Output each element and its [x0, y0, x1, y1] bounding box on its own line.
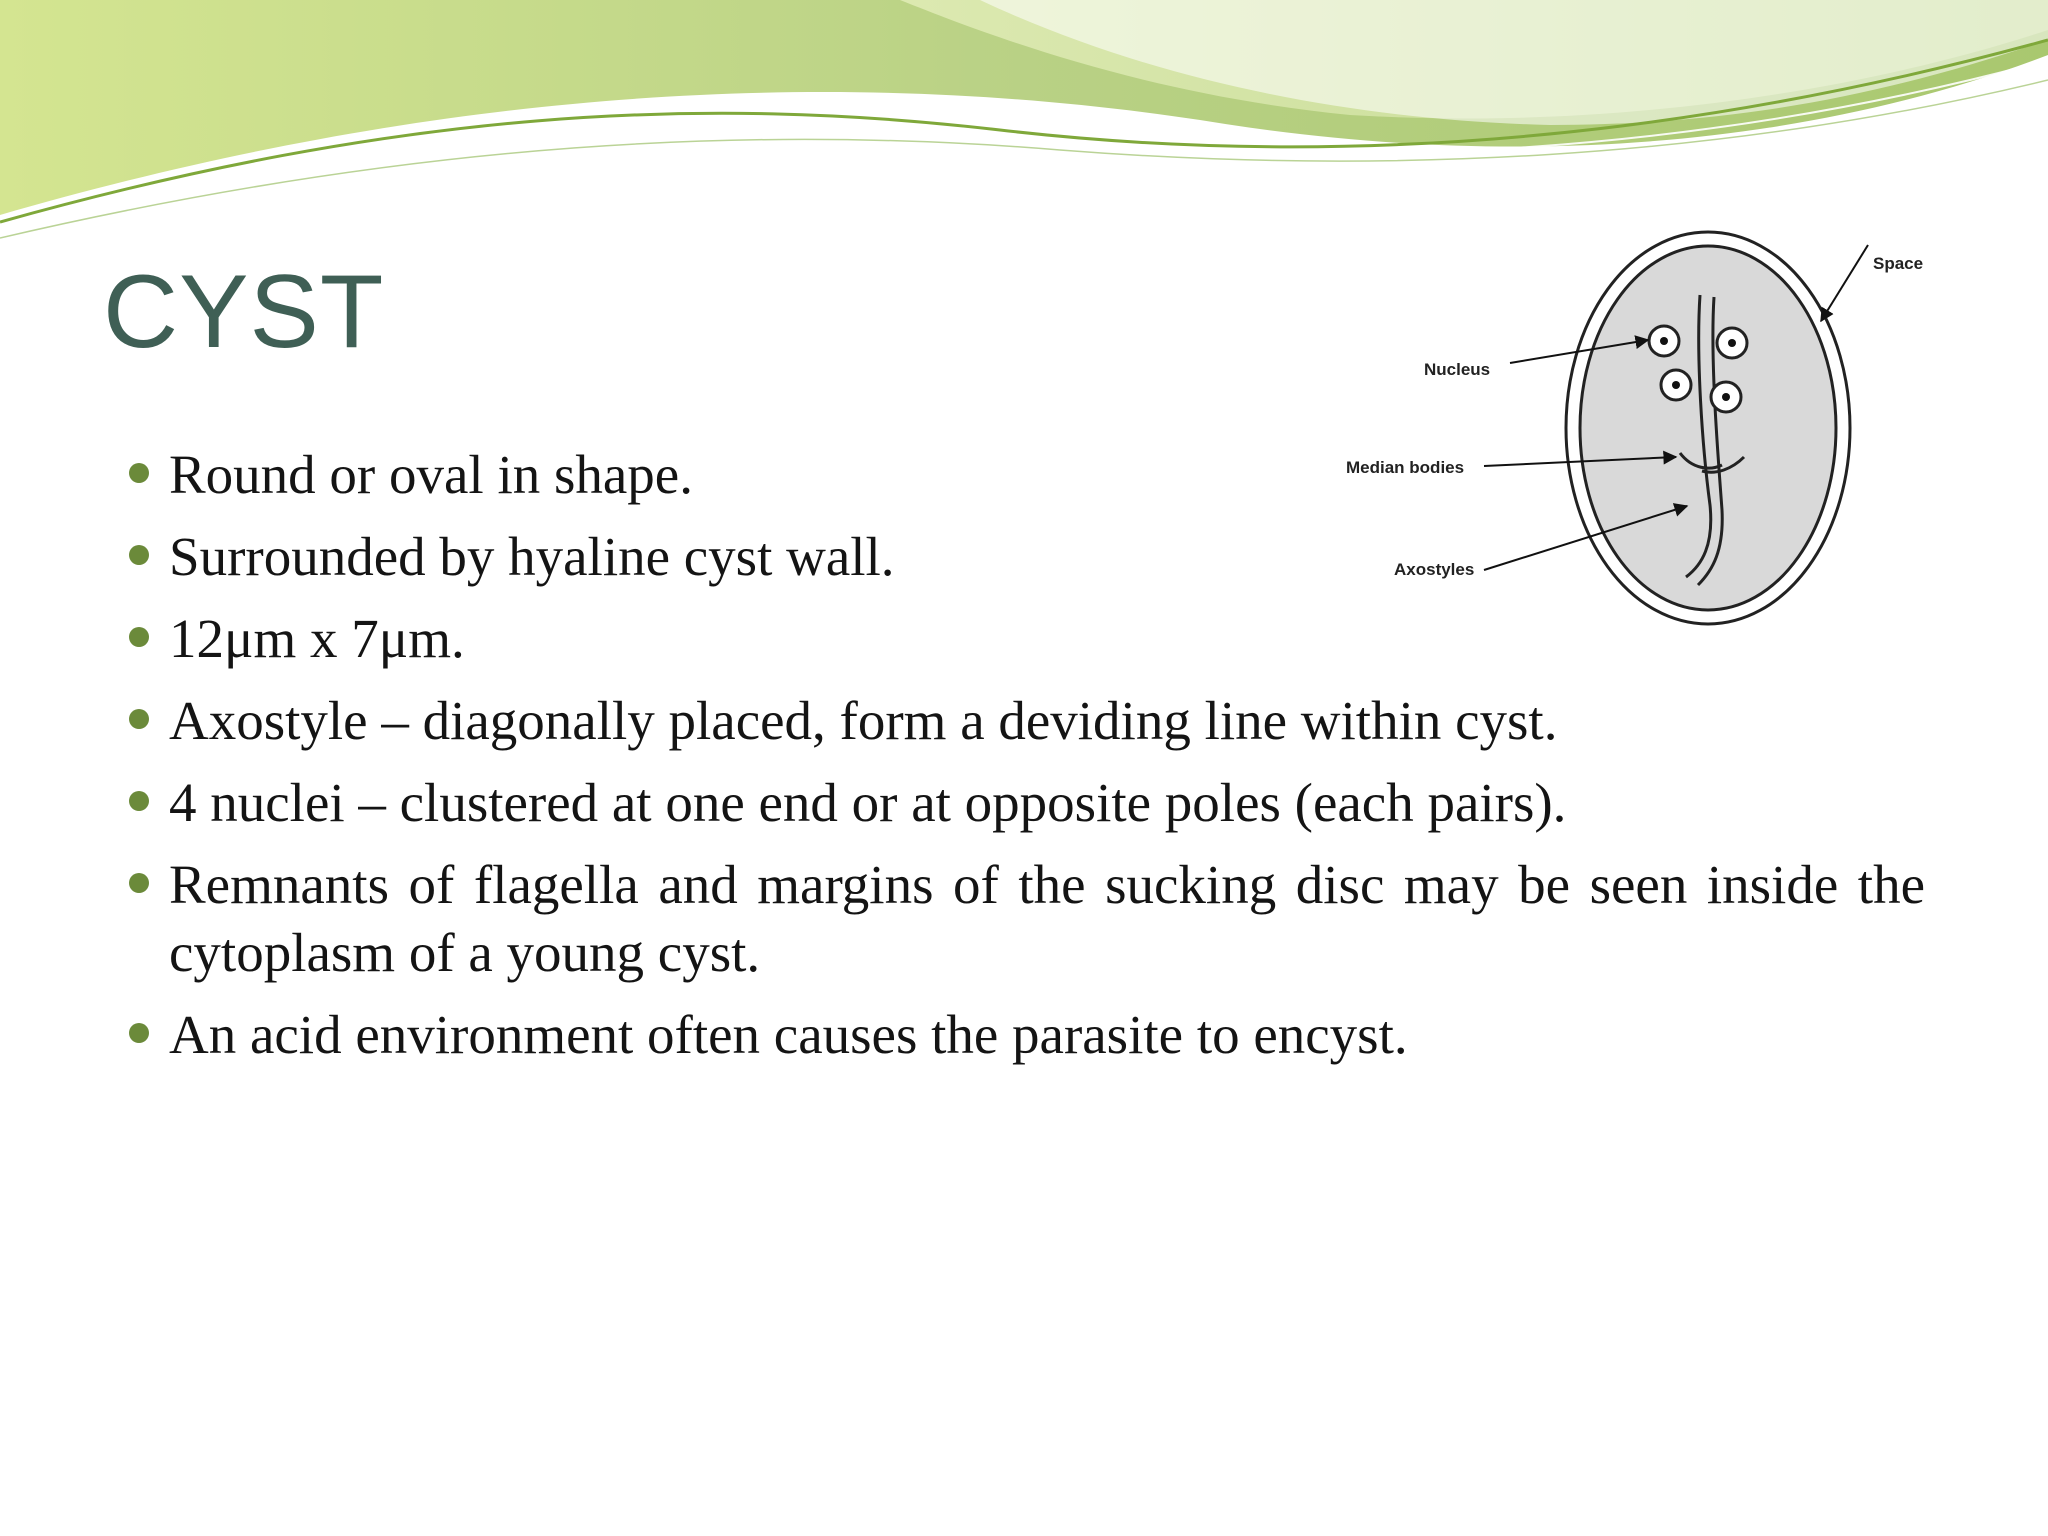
bullet-dot-icon	[129, 1023, 149, 1043]
bullet-dot-icon	[129, 545, 149, 565]
bullet-item: 4 nuclei – clustered at one end or at opposite poles (each pairs).	[125, 769, 1925, 837]
nucleus-icon	[1649, 326, 1679, 356]
bullet-dot-icon	[129, 873, 149, 893]
slide-title: CYST	[103, 254, 385, 370]
bullet-item: An acid environment often causes the parasite to encyst.	[125, 1001, 1925, 1069]
header-wave-decoration	[0, 0, 2048, 240]
bullet-item: Remnants of flagella and margins of the sucking disc may be seen inside the cytoplasm of a young cyst.	[125, 851, 1925, 987]
nucleus-icon	[1717, 328, 1747, 358]
nucleus-icon	[1711, 382, 1741, 412]
bullet-dot-icon	[129, 627, 149, 647]
bullet-dot-icon	[129, 463, 149, 483]
bullet-item: Round or oval in shape.	[125, 441, 1925, 509]
cyst-diagram	[1330, 225, 1970, 635]
label-nucleus: Nucleus	[1424, 360, 1491, 379]
bullet-dot-icon	[129, 791, 149, 811]
label-axostyles: Axostyles	[1394, 560, 1475, 579]
label-median-bodies: Median bodies	[1346, 458, 1465, 477]
cyst-body	[1580, 246, 1836, 610]
bullet-item: 12μm x 7μm.	[125, 605, 1925, 673]
nucleus-icon	[1661, 370, 1691, 400]
label-space: Space	[1873, 254, 1924, 273]
space-arrow	[1821, 245, 1868, 321]
bullet-dot-icon	[129, 709, 149, 729]
bullet-item: Surrounded by hyaline cyst wall.	[125, 523, 1925, 591]
bullet-item: Axostyle – diagonally placed, form a deviding line within cyst.	[125, 687, 1925, 755]
